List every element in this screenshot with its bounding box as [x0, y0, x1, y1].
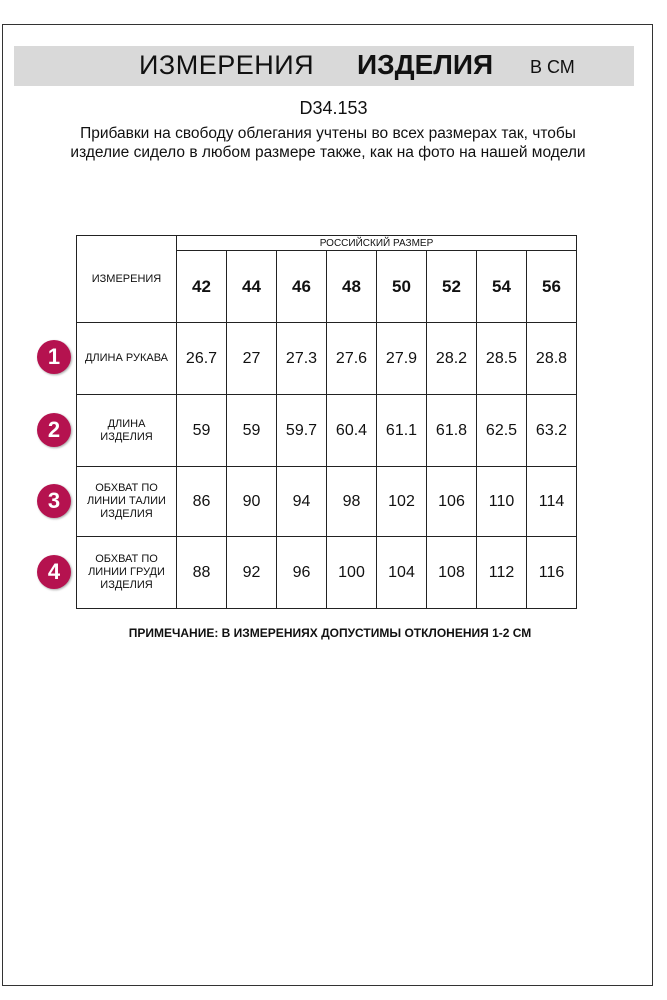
size-header: 46 — [277, 251, 327, 323]
table-cell: 60.4 — [327, 395, 377, 467]
table-cell: 28.2 — [427, 323, 477, 395]
table-cell: 102 — [377, 467, 427, 537]
row-label-text: ОБХВАТ ПО ЛИНИИ ГРУДИ ИЗДЕЛИЯ — [88, 553, 165, 591]
table-cell: 59.7 — [277, 395, 327, 467]
table-cell: 96 — [277, 537, 327, 609]
table-cell: 27.3 — [277, 323, 327, 395]
title-measurements: ИЗМЕРЕНИЯ — [139, 50, 315, 80]
table-cell: 100 — [327, 537, 377, 609]
table-cell: 98 — [327, 467, 377, 537]
size-header: 48 — [327, 251, 377, 323]
table-cell: 26.7 — [177, 323, 227, 395]
size-header: 42 — [177, 251, 227, 323]
fit-description: Прибавки на свободу облегания учтены во всех размерах так, чтобы изделие сидело в любом размере также, как на фото на нашей модели — [70, 125, 586, 161]
table-cell: 104 — [377, 537, 427, 609]
row-label-sleeve-length: ДЛИНА РУКАВА — [77, 323, 177, 395]
table-row — [77, 467, 577, 537]
table-row — [77, 395, 577, 467]
size-header: 50 — [377, 251, 427, 323]
table-cell: 59 — [177, 395, 227, 467]
badge-1: 1 — [37, 340, 71, 374]
table-cell: 86 — [177, 467, 227, 537]
table-row — [77, 323, 577, 395]
table-cell: 116 — [527, 537, 577, 609]
size-table — [76, 235, 577, 609]
table-cell: 92 — [227, 537, 277, 609]
table-cell: 88 — [177, 537, 227, 609]
table-row — [77, 537, 577, 609]
size-header: 54 — [477, 251, 527, 323]
table-cell: 27.9 — [377, 323, 427, 395]
table-cell: 114 — [527, 467, 577, 537]
row-label-waist-girth — [77, 467, 177, 537]
row-label-garment-length — [77, 395, 177, 467]
table-cell: 108 — [427, 537, 477, 609]
table-cell: 61.1 — [377, 395, 427, 467]
table-cell: 62.5 — [477, 395, 527, 467]
table-cell: 90 — [227, 467, 277, 537]
table-cell: 112 — [477, 537, 527, 609]
table-cell: 63.2 — [527, 395, 577, 467]
size-header: 44 — [227, 251, 277, 323]
table-cell: 110 — [477, 467, 527, 537]
row-label-chest-girth — [77, 537, 177, 609]
title-banner — [14, 46, 634, 86]
tolerance-note: ПРИМЕЧАНИЕ: В ИЗМЕРЕНИЯХ ДОПУСТИМЫ ОТКЛОНЕНИЯ 1-2 СМ — [128, 626, 532, 640]
title-unit: В СМ — [530, 57, 575, 77]
title-product: ИЗДЕЛИЯ — [357, 49, 494, 80]
measurements-header: ИЗМЕРЕНИЯ — [77, 236, 177, 323]
table-cell: 106 — [427, 467, 477, 537]
russian-size-header: РОССИЙСКИЙ РАЗМЕР — [177, 236, 577, 251]
size-header: 56 — [527, 251, 577, 323]
size-header: 52 — [427, 251, 477, 323]
product-code: D34.153 — [299, 98, 368, 118]
row-label-text: ДЛИНА ИЗДЕЛИЯ — [100, 417, 153, 443]
badge-2: 2 — [37, 413, 71, 447]
table-cell: 28.5 — [477, 323, 527, 395]
table-cell: 28.8 — [527, 323, 577, 395]
table-cell: 94 — [277, 467, 327, 537]
row-label-text: ОБХВАТ ПО ЛИНИИ ТАЛИИ ИЗДЕЛИЯ — [87, 482, 166, 520]
table-cell: 61.8 — [427, 395, 477, 467]
badge-4: 4 — [37, 555, 71, 589]
badge-3: 3 — [37, 484, 71, 518]
table-cell: 27.6 — [327, 323, 377, 395]
table-cell: 27 — [227, 323, 277, 395]
table-cell: 59 — [227, 395, 277, 467]
